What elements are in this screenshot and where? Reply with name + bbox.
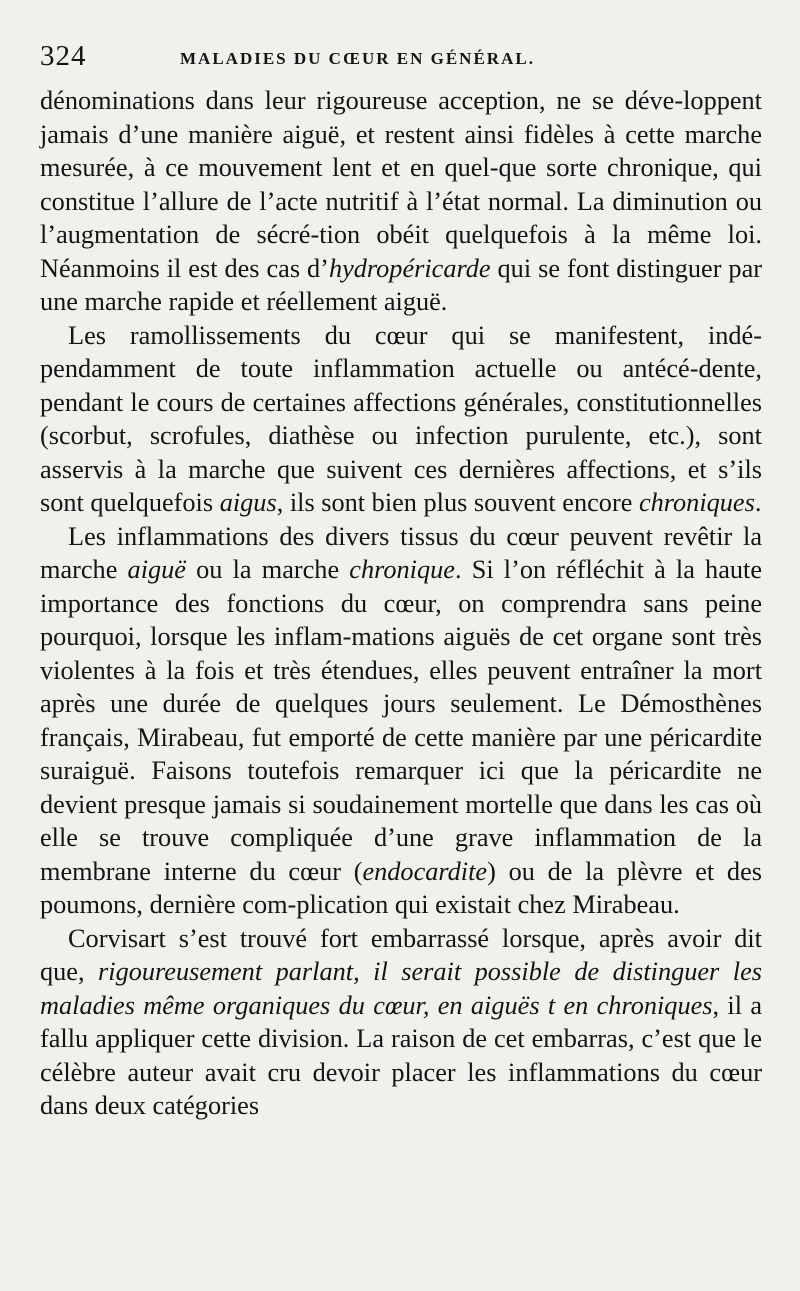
italic-text-run: hydropéricarde: [328, 253, 491, 283]
italic-text-run: chronique: [349, 555, 455, 584]
paragraph: [40, 520, 762, 922]
text-run: Les ramollissements du cœur qui se manifestent, indé-pendamment de toute inflammation actuelle ou antécé-dente, pendant le cours de certaines affections générales, constitutionnelles (scorbut, scrofules, diathèse ou infection purulente, etc.), sont asservis à la marche que suivent ces dernières affections, et s’ils sont quelquefois: [40, 320, 762, 517]
text-run: Les inflammations des divers tissus du cœur peuvent revêtir la marche: [40, 521, 762, 584]
text-run: ou la marche: [185, 555, 350, 584]
text-run: Corvisart s’est trouvé fort embarrassé lorsque, après avoir dit que,: [40, 923, 762, 986]
page-header: [40, 34, 762, 84]
paragraph: [40, 922, 762, 1123]
text-run: dénominations dans leur rigoureuse acception, ne se déve-loppent jamais d’une manière aiguë, et restent ainsi fidèles à cette marche mesurée, à ce mouvement lent et en quel-que sorte chronique, qui constitue l’allure de l’acte nutritif à l’état normal. La diminution ou l’augmentation de sécré-tion obéit quelquefois à la même loi. Néanmoins il est des cas d’: [40, 86, 762, 283]
text-run: qui se font distinguer par une marche rapide et réellement aiguë.: [40, 253, 762, 316]
italic-text-run: aiguë: [127, 555, 186, 584]
italic-text-run: chroniques: [638, 488, 755, 517]
page-number: 324: [40, 40, 87, 72]
running-title: MALADIES DU CŒUR EN GÉNÉRAL.: [180, 49, 535, 68]
text-run: .: [754, 488, 762, 517]
text-run: . Si l’on réfléchit à la haute importance des fonctions du cœur, on comprendra sans peine pourquoi, lorsque les inflam-mations aiguës de cet organe sont très violentes à la fois et très étendues, elles peuvent entraîner la mort après une durée de quelques jours seulement. Le Démosthènes français, Mirabeau, fut emporté de cette manière par une péricardite suraiguë. Faisons toutefois remarquer ici que la péricardite ne devient presque jamais si soudainement mortelle que dans les cas où elle se trouve compliquée d’une grave inflammation de la membrane interne du cœur (: [40, 555, 762, 886]
italic-text-run: aigus: [219, 488, 277, 517]
paragraph: [40, 319, 762, 520]
italic-text-run: endocardite: [362, 856, 488, 886]
text-run: , il a fallu appliquer cette division. La raison de cet embarras, c’est que le célèbre auteur avait cru devoir placer les inflammations du cœur dans deux catégories: [40, 990, 763, 1120]
body-text: [40, 84, 762, 1123]
text-run: ) ou de la plèvre et des poumons, dernière com-plication qui existait chez Mirabeau.: [40, 856, 762, 919]
text-run: , ils sont bien plus souvent encore: [276, 488, 639, 517]
paragraph: [40, 84, 762, 319]
italic-text-run: rigoureusement parlant, il serait possible de distinguer les maladies même organiques du cœur, en aiguës t en chroniques: [40, 957, 762, 1020]
